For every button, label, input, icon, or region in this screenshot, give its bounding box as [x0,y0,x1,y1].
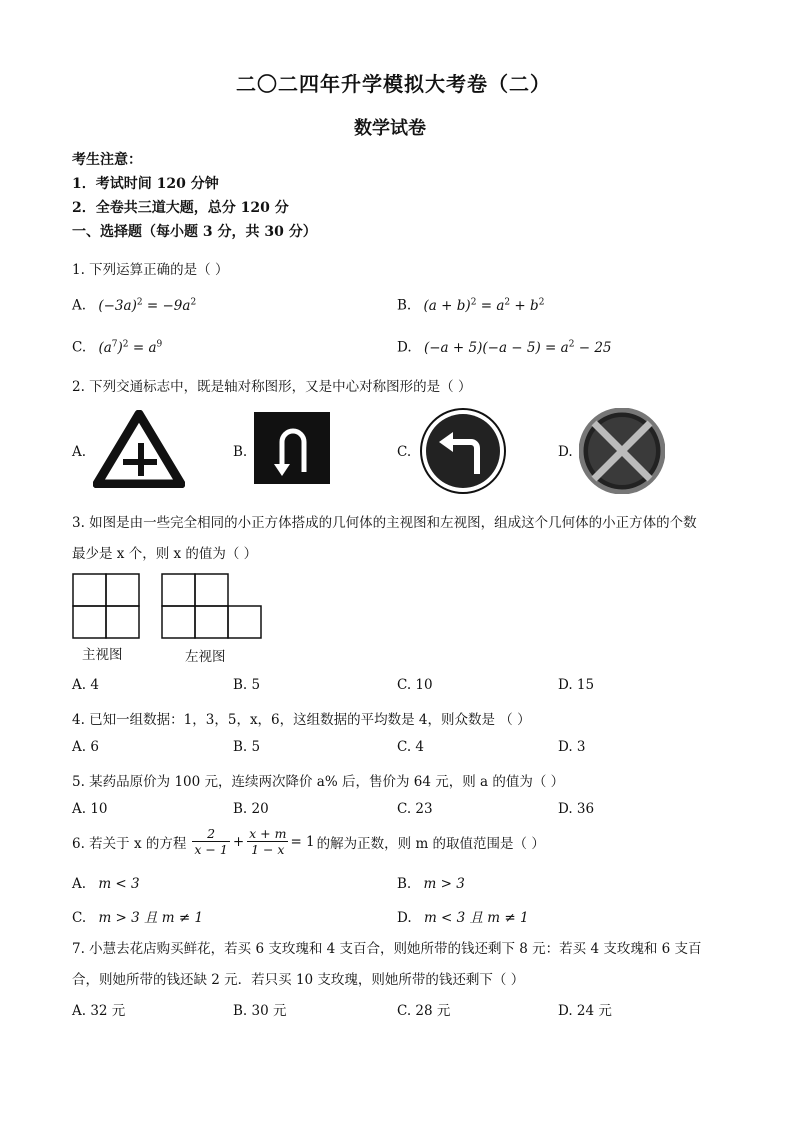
q6-option-d-label: D. [397,910,412,926]
q6-option-a [72,876,140,892]
question-2-stem: 2. 下列交通标志中，既是轴对称图形，又是中心对称图形的是（ ） [72,379,472,395]
q6-option-a-label: A. [72,876,87,892]
exam-title: 二〇二四年升学模拟大考卷（二） [236,72,551,96]
question-5-stem: 5. 某药品原价为 100 元，连续两次降价 a% 后，售价为 64 元，则 a 的值为（ ） [72,774,565,790]
q5-option-d: D. 36 [558,801,595,817]
q6-option-b [397,876,465,892]
q6-option-c-expr: m > 3 且 m ≠ 1 [98,910,204,926]
no-stopping-sign-icon [579,408,665,494]
q2-option-c-label: C. [397,444,412,460]
notice-heading: 考生注意： [72,152,142,168]
q6-equation-tail: = 1 [290,833,315,850]
q6-option-c-label: C. [72,910,87,926]
q6-fraction-1 [192,826,229,857]
q1-option-c-label: C. [72,339,87,356]
q7-option-c: C. 28 元 [397,1003,451,1019]
q3-option-a: A. 4 [72,677,99,693]
q5-option-c: C. 23 [397,801,433,817]
q2-option-a-label: A. [72,444,87,460]
q4-option-b: B. 5 [233,739,261,755]
q4-option-c: C. 4 [397,739,425,755]
question-1-stem: 1. 下列运算正确的是（ ） [72,262,229,278]
question-7-stem-line2: 合，则她所带的钱还缺 2 元．若只买 10 支玫瑰，则她所带的钱还剩下（ ） [72,972,525,988]
section-heading-choice: 一、选择题（每小题 3 分，共 30 分） [72,224,317,240]
q2-option-d-label: D. [558,444,573,460]
triangle-sign-icon [93,410,185,488]
q6-option-a-expr: m < 3 [98,876,140,892]
front-view-label: 主视图 [82,647,123,663]
q6-option-b-label: B. [397,876,412,892]
q6-stem-suffix: 的解为正数，则 m 的取值范围是（ ） [316,835,545,852]
q1-option-d-label: D. [397,339,412,356]
q6-option-b-expr: m > 3 [423,876,465,892]
q1-option-c: C. $(a^7)^2 = a^9$ [72,339,163,356]
q3-option-c: C. 10 [397,677,433,693]
q1-option-a-label: A. [72,297,87,314]
q7-option-b: B. 30 元 [233,1003,287,1019]
q3-option-b: B. 5 [233,677,261,693]
question-3-stem-line2: 最少是 x 个，则 x 的值为（ ） [72,546,258,562]
q2-option-b-label: B. [233,444,248,460]
q1-option-a: A. $(-3a)^2 = -9a^2$ [72,297,197,314]
q6-option-c [72,906,203,926]
u-turn-sign-icon [254,412,330,484]
q6-fraction-2-denominator: 1 − x [251,842,285,857]
q6-fraction-1-numerator: 2 [192,826,229,842]
q6-stem-prefix: 6. 若关于 x 的方程 [72,835,187,852]
q1-option-d: D. $(-a + 5)(-a - 5) = a^2 - 25$ [397,339,612,356]
q4-option-a: A. 6 [72,739,99,755]
question-3-stem-line1: 3. 如图是由一些完全相同的小正方体搭成的几何体的主视图和左视图，组成这个几何体的小正方体的个数 [72,515,697,531]
notice-item-time: 1．考试时间 120 分钟 [72,176,219,192]
q6-fraction-2 [247,826,288,857]
exam-subtitle: 数学试卷 [354,118,426,139]
q3-option-d: D. 15 [558,677,595,693]
q4-option-d: D. 3 [558,739,586,755]
q5-option-a: A. 10 [72,801,108,817]
question-7-stem-line1: 7. 小慧去花店购买鲜花，若买 6 支玫瑰和 4 支百合，则她所带的钱还剩下 8 元：若买 4 支玫瑰和 6 支百 [72,941,702,957]
q6-option-d-expr: m < 3 且 m ≠ 1 [423,910,529,926]
q7-option-d: D. 24 元 [558,1003,612,1019]
question-6-stem: 6. 若关于 x 的方程 $\frac{2}{x - 1}$ + $\frac{x + m}{1 - x}$ = 1 的解为正数，则 m 的取值范围是（ ） [72,826,545,857]
q6-fraction-1-denominator: x − 1 [194,842,228,857]
q7-option-a: A. 32 元 [72,1003,126,1019]
notice-item-score: 2．全卷共三道大题，总分 120 分 [72,200,289,216]
q6-option-d [397,906,529,926]
q6-fraction-2-numerator: x + m [249,826,287,841]
left-view-grid [161,573,262,639]
q1-option-b-label: B. [397,297,412,314]
left-turn-sign-icon [419,408,507,494]
q5-option-b: B. 20 [233,801,269,817]
question-4-stem: 4. 已知一组数据：1，3，5，x，6，这组数据的平均数是 4，则众数是 （ ） [72,712,531,728]
left-view-label: 左视图 [185,649,226,665]
front-view-grid [72,573,140,639]
q1-option-b: B. $(a + b)^2 = a^2 + b^2$ [397,297,545,314]
